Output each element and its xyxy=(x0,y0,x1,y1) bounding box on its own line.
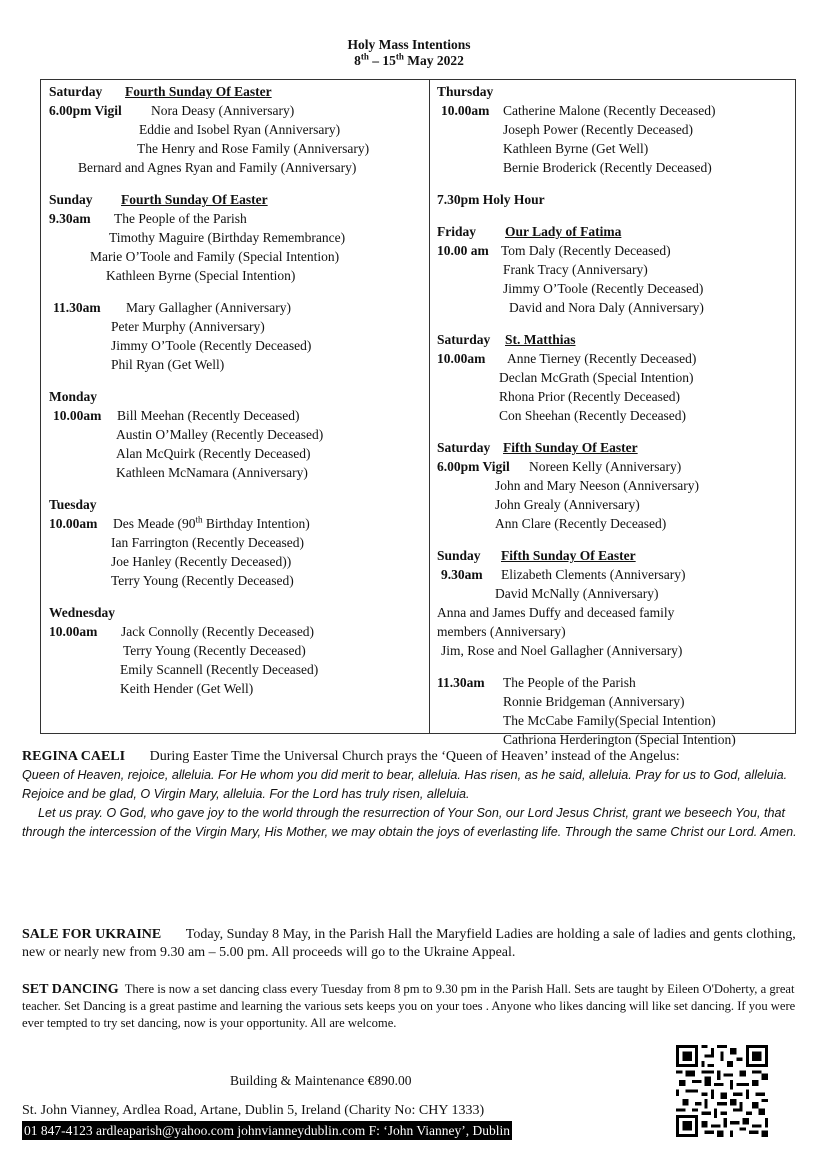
intention-line xyxy=(49,190,427,209)
dancing-heading: SET DANCING xyxy=(22,982,119,997)
day-label: Friday xyxy=(437,224,476,239)
intention-line xyxy=(49,406,427,425)
intention-line xyxy=(437,387,793,406)
intention-line xyxy=(437,330,793,349)
intention: Mary Gallagher (Anniversary) xyxy=(126,300,291,315)
intention-line xyxy=(437,692,793,711)
intention-line xyxy=(49,158,427,177)
intention: Frank Tracy (Anniversary) xyxy=(503,262,648,277)
sunday-section xyxy=(49,190,427,285)
intention-line xyxy=(49,387,427,406)
intention-line xyxy=(49,533,427,552)
day-label: Monday xyxy=(49,389,98,404)
intention: Catherine Malone (Recently Deceased) xyxy=(503,103,716,118)
intention: David McNally (Anniversary) xyxy=(495,586,659,601)
day-label: Saturday xyxy=(437,332,491,347)
sunday-1130-section xyxy=(49,298,427,374)
day-label: Thursday xyxy=(437,84,494,99)
intention: Jimmy O’Toole (Recently Deceased) xyxy=(503,281,704,296)
intention: Bill Meehan (Recently Deceased) xyxy=(117,408,300,423)
intention: Elizabeth Clements (Anniversary) xyxy=(501,567,686,582)
intention: Ian Farrington (Recently Deceased) xyxy=(111,535,305,550)
intention: Joe Hanley (Recently Deceased)) xyxy=(111,554,292,569)
intention-line xyxy=(437,438,793,457)
intention-line xyxy=(49,101,427,120)
intention-line xyxy=(49,298,427,317)
intention: Con Sheehan (Recently Deceased) xyxy=(499,408,687,423)
intention: Timothy Maguire (Birthday Remembrance) xyxy=(109,230,346,245)
intention-line xyxy=(49,514,427,533)
intention-line xyxy=(49,336,427,355)
intention-line xyxy=(437,241,793,260)
sale-for-ukraine xyxy=(22,926,798,962)
feast-label: St. Matthias xyxy=(505,332,576,347)
intention: Bernie Broderick (Recently Deceased) xyxy=(503,160,712,175)
intention-line xyxy=(437,495,793,514)
intention: The People of the Parish xyxy=(503,675,636,690)
day-label: Sunday xyxy=(49,192,93,207)
intention-line xyxy=(49,425,427,444)
intention: Anna and James Duffy and deceased family xyxy=(437,605,675,620)
intention-line xyxy=(49,444,427,463)
mass-time: 10.00am xyxy=(441,103,490,118)
intention-line xyxy=(49,622,427,641)
saturday-st-matthias-section xyxy=(437,330,793,425)
intention: Des Meade (90th Birthday Intention) xyxy=(113,514,310,531)
intention: The Henry and Rose Family (Anniversary) xyxy=(137,141,370,156)
intention: Ann Clare (Recently Deceased) xyxy=(495,516,667,531)
intention-line xyxy=(437,298,793,317)
regina-caeli-section xyxy=(22,748,798,842)
intention-line xyxy=(437,565,793,584)
intention: Kathleen Byrne (Special Intention) xyxy=(106,268,296,283)
mass-time: 10.00am xyxy=(49,516,98,531)
mass-time: 10.00am xyxy=(53,408,102,423)
intention: members (Anniversary) xyxy=(437,624,566,639)
intention-line xyxy=(49,247,427,266)
intention-line xyxy=(49,82,427,101)
mass-time: 9.30am xyxy=(49,211,91,226)
tuesday-section xyxy=(49,495,427,590)
right-column xyxy=(437,82,793,749)
intention: Jimmy O’Toole (Recently Deceased) xyxy=(111,338,312,353)
friday-section xyxy=(437,222,793,317)
intention: Nora Deasy (Anniversary) xyxy=(151,103,295,118)
intention: Alan McQuirk (Recently Deceased) xyxy=(116,446,311,461)
mass-time: 6.00pm Vigil xyxy=(437,459,510,474)
qr-code-icon[interactable] xyxy=(676,1045,768,1137)
intention-line xyxy=(49,660,427,679)
regina-prayer: Queen of Heaven, rejoice, alleluia. For He whom you did merit to bear, alleluia. Has risen, as he said, alleluia. Pray for us to God, alleluia. Rejoice and be glad, O Virgin Mary, alleluia. For the Lord has truly risen, alleluia. xyxy=(22,768,788,801)
intention: The People of the Parish xyxy=(114,211,247,226)
intention-line xyxy=(437,584,793,603)
intention: John Grealy (Anniversary) xyxy=(495,497,640,512)
day-label: Saturday xyxy=(49,84,103,99)
day-label: Saturday xyxy=(437,440,491,455)
intention-line xyxy=(49,228,427,247)
sale-heading: SALE FOR UKRAINE xyxy=(22,927,162,942)
intention: Anne Tierney (Recently Deceased) xyxy=(507,351,697,366)
mass-time: 11.30am xyxy=(437,675,485,690)
intention: Cathriona Herderington (Special Intention) xyxy=(503,732,736,747)
intention: The McCabe Family(Special Intention) xyxy=(503,713,716,728)
intention-line xyxy=(49,266,427,285)
saturday-vigil-section xyxy=(437,438,793,533)
holy-hour: 7.30pm Holy Hour xyxy=(437,192,545,207)
intention-line xyxy=(437,603,793,622)
intention: Emily Scannell (Recently Deceased) xyxy=(120,662,319,677)
intention-line xyxy=(49,495,427,514)
intention: Terry Young (Recently Deceased) xyxy=(123,643,306,658)
intention-line xyxy=(437,711,793,730)
intention-line xyxy=(437,514,793,533)
feast-label: Fourth Sunday Of Easter xyxy=(125,84,272,99)
regina-intro xyxy=(22,748,798,766)
feast-label: Fifth Sunday Of Easter xyxy=(501,548,636,563)
day-label: Wednesday xyxy=(49,605,116,620)
intention: Marie O’Toole and Family (Special Intention) xyxy=(90,249,340,264)
intention: Terry Young (Recently Deceased) xyxy=(111,573,294,588)
intention-line xyxy=(49,603,427,622)
intention: Ronnie Bridgeman (Anniversary) xyxy=(503,694,685,709)
intention-line xyxy=(437,457,793,476)
intention: Rhona Prior (Recently Deceased) xyxy=(499,389,681,404)
intention-line xyxy=(49,679,427,698)
monday-section xyxy=(49,387,427,482)
intention: Jim, Rose and Noel Gallagher (Anniversary) xyxy=(441,643,683,658)
intention: Kathleen Byrne (Get Well) xyxy=(503,141,649,156)
intention-line xyxy=(437,368,793,387)
date-range: 8th – 15th May 2022 xyxy=(354,51,464,68)
left-column xyxy=(49,82,427,698)
page-title xyxy=(0,37,818,69)
intention: John and Mary Neeson (Anniversary) xyxy=(495,478,699,493)
holy-hour-section xyxy=(437,190,793,209)
closing-prayer: Let us pray. O God, who gave joy to the world through the resurrection of Your Son, our Lord Jesus Christ, grant we beseech You, that through the intercession of the Virgin Mary, His Mother, we may obtain the joys of everlasting life. Through the same Christ our Lord. Amen. xyxy=(22,806,797,839)
intention-line xyxy=(437,158,793,177)
intention-line xyxy=(437,222,793,241)
day-label: Tuesday xyxy=(49,497,97,512)
intention-line xyxy=(437,260,793,279)
intention-line xyxy=(49,571,427,590)
intention-line xyxy=(49,317,427,336)
mass-time: 9.30am xyxy=(441,567,483,582)
intention: Austin O’Malley (Recently Deceased) xyxy=(116,427,324,442)
intention-line xyxy=(437,279,793,298)
intention-line xyxy=(49,552,427,571)
intention: Keith Hender (Get Well) xyxy=(120,681,254,696)
intention: Eddie and Isobel Ryan (Anniversary) xyxy=(139,122,341,137)
intention-line xyxy=(437,622,793,641)
regina-heading: REGINA CAELI xyxy=(22,749,126,764)
intention: Noreen Kelly (Anniversary) xyxy=(529,459,682,474)
parish-address: St. John Vianney, Ardlea Road, Artane, Dublin 5, Ireland (Charity No: CHY 1333) xyxy=(22,1103,485,1118)
mass-time: 10.00am xyxy=(49,624,98,639)
intention-line xyxy=(49,139,427,158)
sunday-1130-section xyxy=(437,673,793,749)
intention-line xyxy=(49,641,427,660)
mass-time: 11.30am xyxy=(53,300,101,315)
intention-line xyxy=(437,730,793,749)
intention-line xyxy=(49,463,427,482)
intention-line xyxy=(437,139,793,158)
mass-time: 6.00pm Vigil xyxy=(49,103,122,118)
intention-line xyxy=(49,209,427,228)
intention-line xyxy=(437,673,793,692)
intention: David and Nora Daly (Anniversary) xyxy=(509,300,704,315)
sale-text: Today, Sunday 8 May, in the Parish Hall the Maryfield Ladies are holding a sale of ladies and gents clothing, new or nearly new from 9.30 am – 5.00 pm. All proceeds will go to the Ukraine Appeal. xyxy=(22,927,796,960)
sunday-section xyxy=(437,546,793,660)
intention: Jack Connolly (Recently Deceased) xyxy=(121,624,315,639)
title-text: Holy Mass Intentions xyxy=(347,37,471,52)
wednesday-section xyxy=(49,603,427,698)
regina-intro-text: During Easter Time the Universal Church prays the ‘Queen of Heaven’ instead of the Angelus: xyxy=(149,749,680,764)
intention: Peter Murphy (Anniversary) xyxy=(111,319,265,334)
intention: Declan McGrath (Special Intention) xyxy=(499,370,694,385)
intention: Joseph Power (Recently Deceased) xyxy=(503,122,694,137)
feast-label: Fifth Sunday Of Easter xyxy=(503,440,638,455)
intention-line xyxy=(437,120,793,139)
intention-line xyxy=(437,349,793,368)
feast-label: Our Lady of Fatima xyxy=(505,224,622,239)
building-maintenance: Building & Maintenance €890.00 xyxy=(230,1073,412,1088)
mass-intentions-table xyxy=(40,79,796,747)
column-divider xyxy=(429,80,430,733)
intention-line xyxy=(437,406,793,425)
thursday-section xyxy=(437,82,793,177)
intention-line xyxy=(437,641,793,660)
intention: Tom Daly (Recently Deceased) xyxy=(501,243,671,258)
intention-line xyxy=(49,355,427,374)
intention-line xyxy=(437,190,793,209)
intention-line xyxy=(437,101,793,120)
intention: Kathleen McNamara (Anniversary) xyxy=(116,465,308,480)
saturday-vigil-section xyxy=(49,82,427,177)
intention-line xyxy=(49,120,427,139)
day-label: Sunday xyxy=(437,548,481,563)
dancing-text: There is now a set dancing class every Tuesday from 8 pm to 9.30 pm in the Parish Hall. Sets are taught by Eileen O'Doherty, a great teacher. Set Dancing is a great pastime and learning the various sets keeps you on your toes . Anyone who likes dancing will like set dancing. If you were ever tempted to try set dancing, now is your opportunity. All are welcome. xyxy=(22,982,796,1030)
contact-bar[interactable]: 01 847-4123 ardleaparish@yahoo.com johnvianneydublin.com F: ‘John Vianney’, Dublin xyxy=(24,1123,511,1138)
intention-line xyxy=(437,546,793,565)
intention-line xyxy=(437,82,793,101)
mass-time: 10.00am xyxy=(437,351,486,366)
intention: Bernard and Agnes Ryan and Family (Anniversary) xyxy=(78,160,357,175)
feast-label: Fourth Sunday Of Easter xyxy=(121,192,268,207)
mass-time: 10.00 am xyxy=(437,243,489,258)
set-dancing xyxy=(22,981,798,1032)
intention-line xyxy=(437,476,793,495)
intention: Phil Ryan (Get Well) xyxy=(111,357,225,372)
